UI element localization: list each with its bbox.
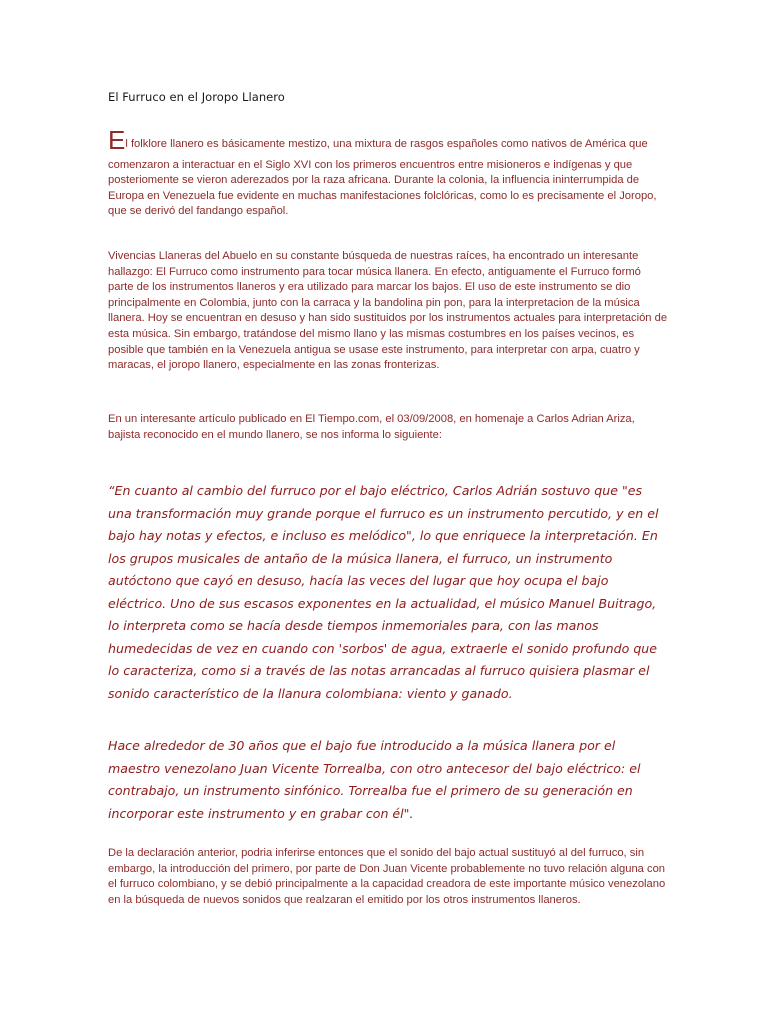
document-title: El Furruco en el Joropo Llanero [108,90,285,104]
intro-paragraph [108,125,668,220]
intro-rest: comenzaron a interactuar en el Siglo XVI con los primeros encuentros entre misioneros e indígenas y que posteriomente se vieron aderezados por la raza africana. Durante la colonia, la influencia ininterrumpida de Europa en Venezuela fue evidente en muchas manifestaciones folclóricas, como lo es precisamente el Joropo, que se derivó del fandango español. [108,158,657,218]
paragraph-vivencias: Vivencias Llaneras del Abuelo en su constante búsqueda de nuestras raíces, ha encontrado un interesante hallazgo: El Furruco como instrumento para tocar música llanera. En efecto, antiguamente el Furruco formó parte de los instrumentos llaneros y era utilizado para marcar los bajos. El uso de este instrumento se dio principalmente en Colombia, junto con la carraca y la bandolina pin pon, para la interpretacion de la música llanera. Hoy se encuentran en desuso y han sido sustituidos por los instrumentos actuales para interpretación de esta música. Sin embargo, tratándose del mismo llano y las mismas costumbres en los países vecinos, es posible que también en la Venezuela antigua se usase este instrumento, para interpretar con arpa, cuatro y maracas, el joropo llanero, especialmente en las zonas fronterizas. [108,250,668,372]
quote-torrealba: Hace alrededor de 30 años que el bajo fue introducido a la música llanera por el maestro venezolano Juan Vicente Torrealba, con otro antecesor del bajo eléctrico: el contrabajo, un instrumento sinfónico. Torrealba fue el primero de su generación en incorporar este instrumento y en grabar con él". [108,738,641,821]
intro-dropcap: E [108,125,126,155]
intro-first-line: l folklore llanero es básicamente mestizo, una mixtura de rasgos españoles como nativos de América que [125,138,648,150]
quote-carlos-adrian: “En cuanto al cambio del furruco por el bajo eléctrico, Carlos Adrián sostuvo que "es una transformación muy grande porque el furruco es un instrumento percutido, y en el bajo hay notas y efectos, e incluso es melódico", lo que enriquece la interpretación. En los grupos musicales de antaño de la música llanera, el furruco, un instrumento autóctono que cayó en desuso, hacía las veces del lugar que hoy ocupa el bajo eléctrico. Uno de sus escasos exponentes en la actualidad, el músico Manuel Buitrago, lo interpreta como se hacía desde tiempos inmemoriales para, con las manos humedecidas de vez en cuando con 'sorbos' de agua, extraerle el sonido profundo que lo caracteriza, como si a través de las notas arrancadas al furruco quisiera plasmar el sonido característico de la llanura colombiana: viento y ganado. [108,483,659,701]
paragraph-conclusion: De la declaración anterior, podria inferirse entonces que el sonido del bajo actual sustituyó al del furruco, sin embargo, la introducción del primero, por parte de Don Juan Vicente probablemente no tuvo relación alguna con el furruco colombiano, y se debió principalmente a la capacidad creadora de este importante músico venezolano en la búsqueda de nuevos sonidos que realzaran el emitido por los otros instrumentos llaneros. [108,847,666,906]
paragraph-articulo: En un interesante artículo publicado en El Tiempo.com, el 03/09/2008, en homenaje a Carlos Adrian Ariza, bajista reconocido en el mundo llanero, se nos informa lo siguiente: [108,413,635,441]
